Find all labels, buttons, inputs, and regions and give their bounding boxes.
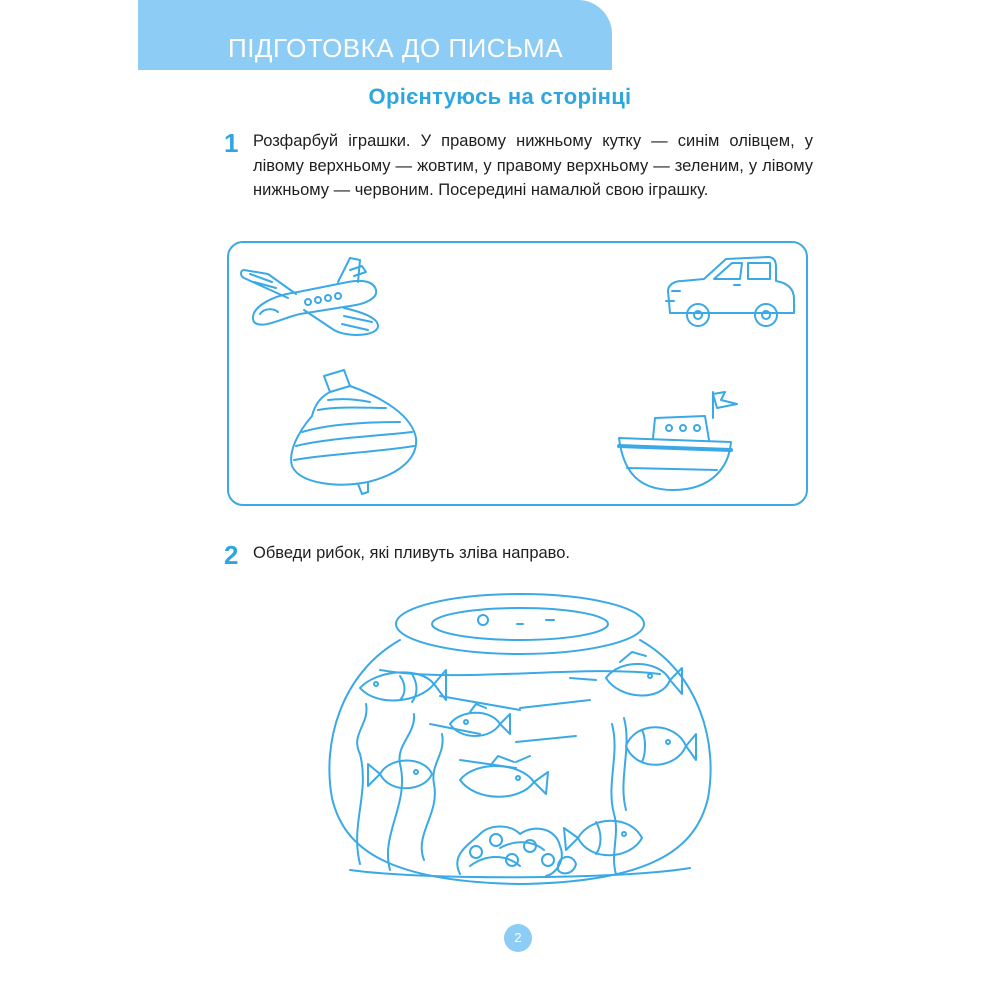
fish-3-icon bbox=[450, 704, 510, 736]
section-title: ПІДГОТОВКА ДО ПИСЬМА bbox=[228, 33, 564, 63]
task-1-instructions: Розфарбуй іграшки. У правому нижньому кутку — синім олівцем, у лівому верхньому — жовтим, у правому верхньому — зеленим, у лівому нижньому — червоним. Посередині намалюй свою іграшку. bbox=[253, 132, 813, 199]
task-number-1: 1 bbox=[224, 128, 239, 158]
page-number-badge: 2 bbox=[504, 924, 532, 952]
boat-icon bbox=[613, 390, 743, 494]
car-icon bbox=[664, 255, 798, 333]
spinning-top-icon bbox=[288, 362, 422, 496]
fish-4-icon bbox=[626, 727, 696, 765]
task-number-2: 2 bbox=[224, 540, 239, 570]
airplane-icon bbox=[238, 252, 388, 342]
page-subtitle: Орієнтуюсь на сторінці bbox=[368, 84, 632, 109]
fish-7-icon bbox=[564, 821, 642, 856]
task-2-instructions: Обведи рибок, які пливуть зліва направо. bbox=[253, 544, 571, 562]
fishbowl-icon bbox=[320, 584, 720, 889]
